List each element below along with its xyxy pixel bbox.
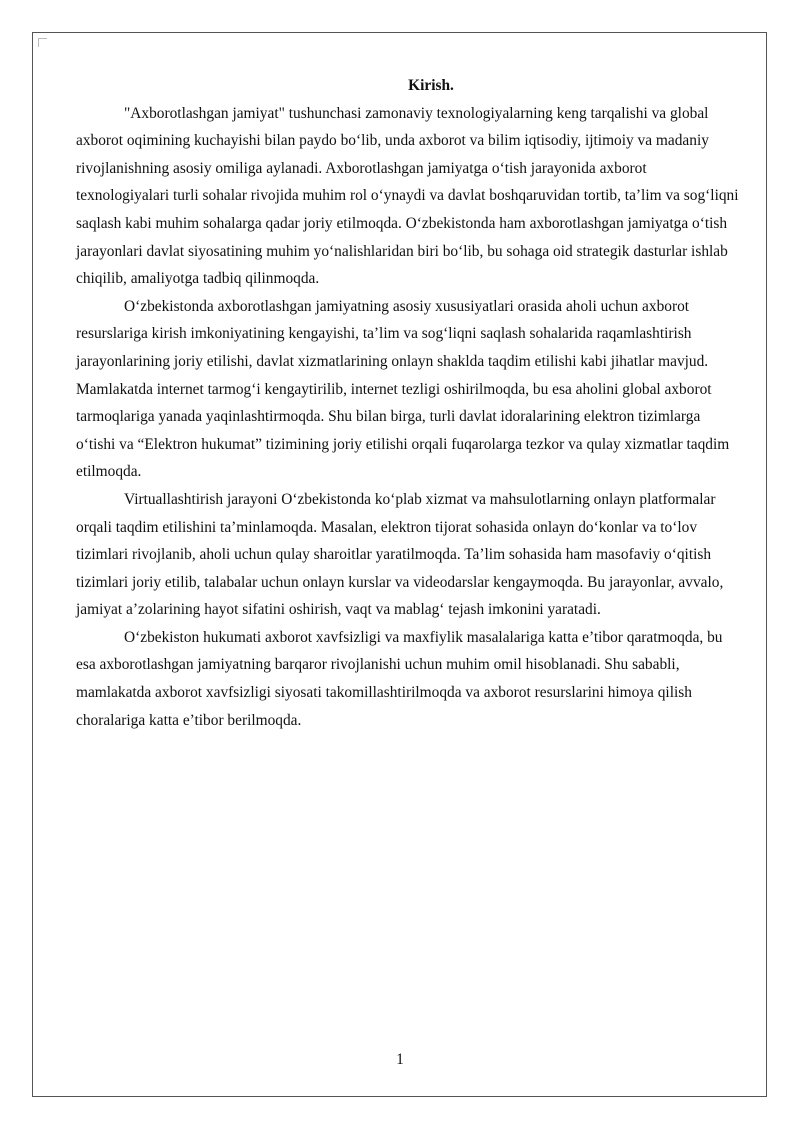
- paragraph-1: "Axborotlashgan jamiyat" tushunchasi zamonaviy texnologiyalarning keng tarqalishi va global axborot oqimining kuchayishi bilan paydo bo‘lib, unda axborot va bilim iqtisodiy, ijtimoiy va madaniy rivojlanishning asosiy omiliga aylanadi. Axborotlashgan jamiyatga o‘tish jarayonida axborot texnologiyalari turli sohalar rivojida muhim rol o‘ynaydi va davlat boshqaruvidan tortib, ta’lim va sog‘liqni saqlash kabi muhim sohalarga qadar joriy etilmoqda. O‘zbekistonda ham axborotlashgan jamiyatga o‘tish jarayonlari davlat siyosatining muhim yo‘nalishlaridan biri bo‘lib, bu sohaga oid strategik dasturlar ishlab chiqilib, amaliyotga tadbiq qilinmoqda.: [76, 104, 739, 288]
- paragraph-3: Virtuallashtirish jarayoni O‘zbekistonda ko‘plab xizmat va mahsulotlarning onlayn platformalar orqali taqdim etilishini ta’minlamoqda. Masalan, elektron tijorat sohasida onlayn do‘konlar va to‘lov tizimlari rivojlanib, aholi uchun qulay sharoitlar yaratilmoqda. Ta’lim sohasida ham masofaviy o‘qitish tizimlari joriy etilib, talabalar uchun onlayn kurslar va videodarslar kengaymoqda. Bu jarayonlar, avvalo, jamiyat a’zolarining hayot sifatini oshirish, vaqt va mablag‘ tejash imkonini yaratadi.: [76, 490, 724, 619]
- page-number: 1: [396, 1051, 404, 1068]
- document-body: [76, 72, 742, 734]
- page-corner-mark: [38, 38, 47, 47]
- paragraph-2: O‘zbekistonda axborotlashgan jamiyatning asosiy xususiyatlari orasida aholi uchun axborot resurslariga kirish imkoniyatining kengayishi, ta’lim va sog‘liqni saqlash sohalarida raqamlashtirish jarayonlarining joriy etilishi, davlat xizmatlarining onlayn shaklda taqdim etilishi kabi jihatlar mavjud. Mamlakatda internet tarmog‘i kengaytirilib, internet tezligi oshirilmoqda, bu esa aholini global axborot tarmoqlariga yanada yaqinlashtirmoqda. Shu bilan birga, turli davlat idoralarining elektron tizimlarga o‘tishi va “Elektron hukumat” tizimining joriy etilishi orqali fuqarolarga tezkor va qulay xizmatlar taqdim etilmoqda.: [76, 297, 730, 481]
- paragraph-4: O‘zbekiston hukumati axborot xavfsizligi va maxfiylik masalalariga katta e’tibor qaratmoqda, bu esa axborotlashgan jamiyatning barqaror rivojlanishi uchun muhim omil hisoblanadi. Shu sababli, mamlakatda axborot xavfsizligi siyosati takomillashtirilmoqda va axborot resurslarini himoya qilish choralariga katta e’tibor berilmoqda.: [76, 628, 723, 729]
- document-title: Kirish.: [408, 77, 454, 94]
